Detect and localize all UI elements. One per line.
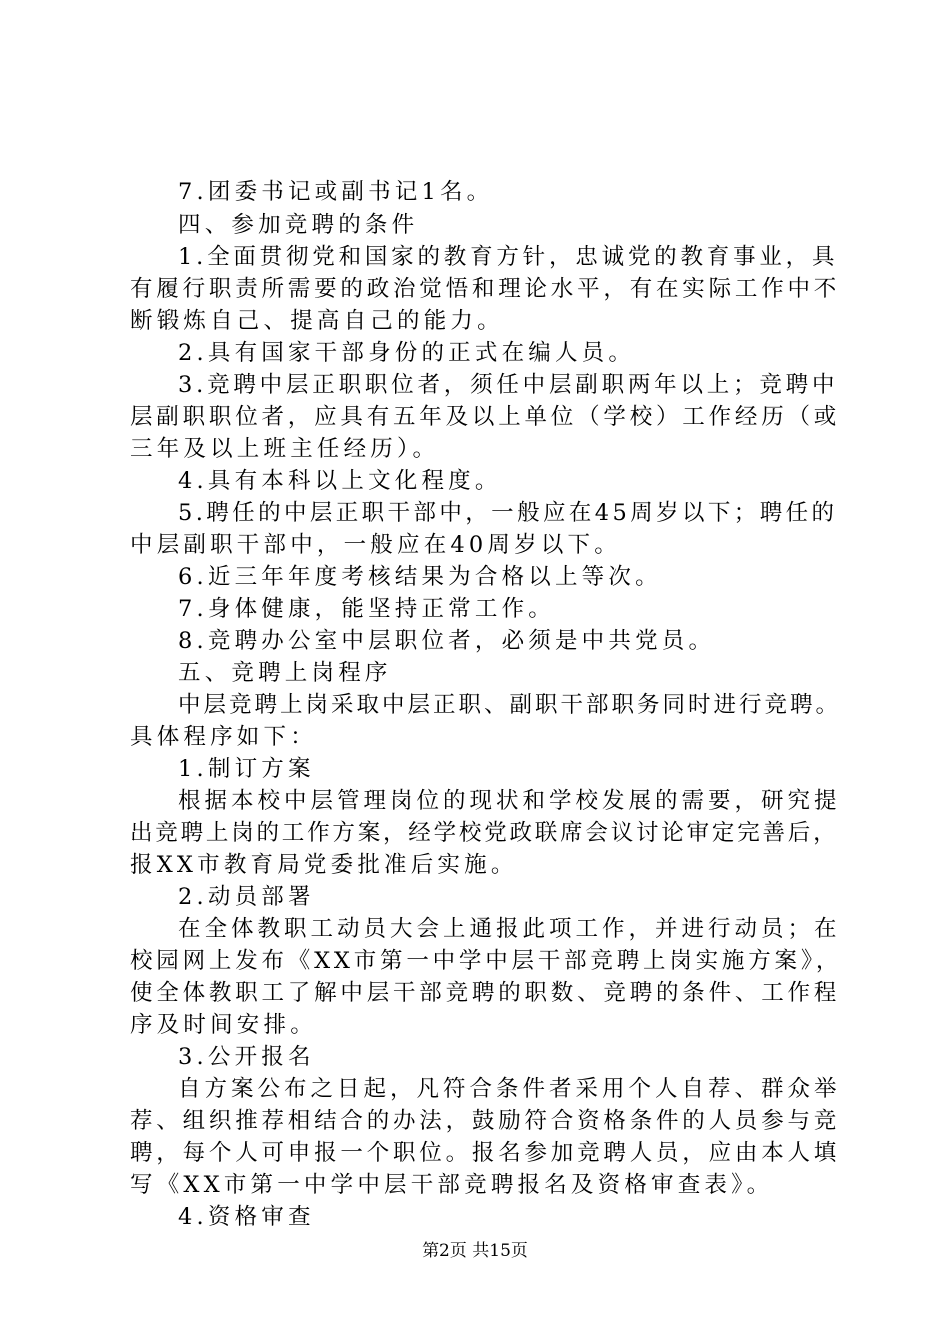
text-line: 根据本校中层管理岗位的现状和学校发展的需要，研究提 xyxy=(178,788,841,814)
text-line: 自方案公布之日起，凡符合条件者采用个人自荐、群众举 xyxy=(178,1076,841,1102)
text-line: 出竞聘上岗的工作方案，经学校党政联席会议讨论审定完善后， xyxy=(130,820,839,846)
text-line: 具体程序如下： xyxy=(130,724,317,750)
text-line: 校园网上发布《XX市第一中学中层干部竞聘上岗实施方案》， xyxy=(130,948,843,974)
text-line: 五、竞聘上岗程序 xyxy=(178,660,392,686)
text-line: 5.聘任的中层正职干部中，一般应在45周岁以下；聘任的 xyxy=(178,500,838,526)
text-line: 有履行职责所需要的政治觉悟和理论水平，有在实际工作中不 xyxy=(130,276,841,302)
text-line: 7.身体健康，能坚持正常工作。 xyxy=(178,596,555,622)
text-line: 使全体教职工了解中层干部竞聘的职数、竞聘的条件、工作程 xyxy=(130,980,841,1006)
text-line: 四、参加竞聘的条件 xyxy=(178,212,419,238)
text-line: 序及时间安排。 xyxy=(130,1012,317,1038)
text-line: 三年及以上班主任经历）。 xyxy=(130,436,440,462)
text-line: 报XX市教育局党委批准后实施。 xyxy=(130,852,518,878)
text-line: 中层副职干部中，一般应在40周岁以下。 xyxy=(130,532,621,558)
text-line: 3.公开报名 xyxy=(178,1044,315,1070)
text-line: 中层竞聘上岗采取中层正职、副职干部职务同时进行竞聘。 xyxy=(178,692,842,718)
text-line: 荐、组织推荐相结合的办法，鼓励符合资格条件的人员参与竞 xyxy=(130,1108,841,1134)
text-line: 在全体教职工动员大会上通报此项工作，并进行动员；在 xyxy=(178,916,841,942)
text-line: 6.近三年年度考核结果为合格以上等次。 xyxy=(178,564,662,590)
text-line: 4.具有本科以上文化程度。 xyxy=(178,468,502,494)
text-line: 2.具有国家干部身份的正式在编人员。 xyxy=(178,340,636,366)
text-line: 聘，每个人可申报一个职位。报名参加竞聘人员，应由本人填 xyxy=(130,1140,841,1166)
text-line: 写《XX市第一中学中层干部竞聘报名及资格审查表》。 xyxy=(130,1172,774,1198)
text-line: 4.资格审查 xyxy=(178,1204,315,1230)
page-number: 第2页 共15页 xyxy=(422,1241,528,1261)
text-line: 断锻炼自己、提高自己的能力。 xyxy=(130,308,504,334)
text-line: 1.制订方案 xyxy=(178,756,315,782)
text-line: 层副职职位者，应具有五年及以上单位（学校）工作经历（或 xyxy=(130,404,841,430)
text-line: 8.竞聘办公室中层职位者，必须是中共党员。 xyxy=(178,628,716,654)
text-line: 1.全面贯彻党和国家的教育方针，忠诚党的教育事业，具 xyxy=(178,244,839,270)
text-line: 7.团委书记或副书记1名。 xyxy=(178,179,494,205)
text-line: 3.竞聘中层正职职位者，须任中层副职两年以上；竞聘中 xyxy=(178,372,839,398)
text-line: 2.动员部署 xyxy=(178,884,315,910)
